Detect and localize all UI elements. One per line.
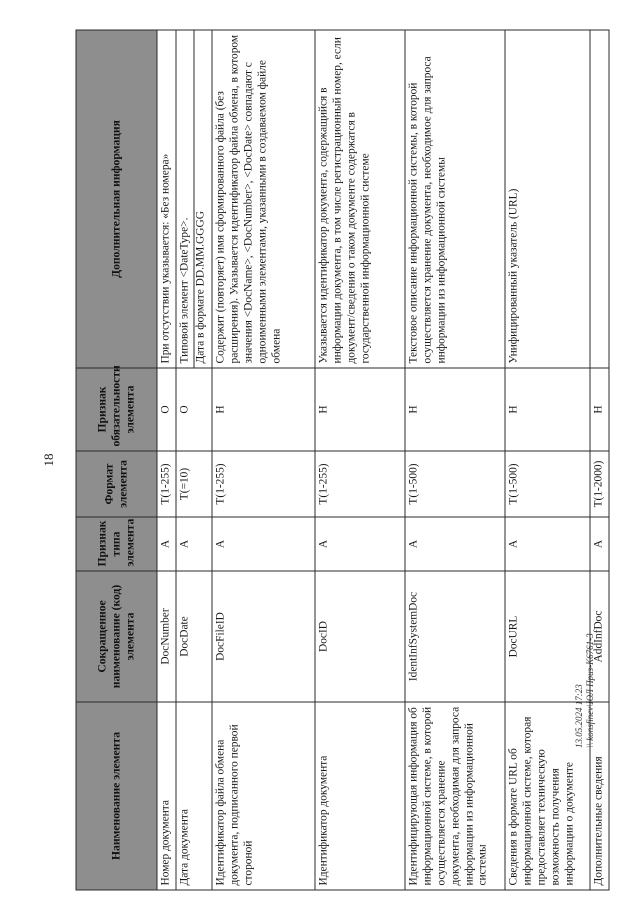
cell-name: Идентифицирующая информация об информационной системе, в которой осуществляется хранение документа, необходимая для запроса информации из информационной системы: [405, 702, 505, 890]
cell-format: T(1-255): [212, 451, 315, 517]
stamp-path: \\ konsfinev\ЮЛ Приз-К6761-3: [584, 633, 595, 748]
header-element-name: Наименование элемента: [76, 702, 157, 890]
spec-table-container: [76, 30, 605, 890]
cell-code: DocID: [315, 571, 405, 702]
cell-required: O: [157, 368, 176, 451]
table-row: [505, 30, 590, 890]
cell-info: [176, 30, 212, 368]
cell-type: A: [590, 517, 609, 571]
cell-info: Унифицированный указатель (URL): [505, 30, 590, 368]
cell-type: A: [405, 517, 505, 571]
cell-type: A: [157, 517, 176, 571]
table-row: [590, 30, 609, 890]
cell-required: H: [212, 368, 315, 451]
header-additional-info: Дополнительная информация: [76, 30, 157, 368]
cell-format: T(1-255): [157, 451, 176, 517]
cell-code: IdentInfSystemDoc: [405, 571, 505, 702]
cell-required: H: [315, 368, 405, 451]
table-row: [212, 30, 315, 890]
cell-required: H: [505, 368, 590, 451]
cell-info: Указывается идентификатор документа, содержащийся в информации документа, в том числе регистрационный номер, если документ/сведения о таком документе содержатся в государственной информационной системе: [315, 30, 405, 368]
table-header-row: [76, 30, 157, 890]
header-element-type: Признак типа элемента: [76, 517, 157, 571]
cell-format: T(1-500): [405, 451, 505, 517]
registration-stamp: [574, 598, 604, 748]
cell-format: T(1-2000): [590, 451, 609, 517]
header-element-required: Признак обязательности элемента: [76, 368, 157, 451]
element-spec-table: [76, 29, 610, 890]
cell-code: DocURL: [505, 571, 590, 702]
cell-name: Номер документа: [157, 702, 176, 890]
cell-name: Дата документа: [176, 702, 212, 890]
stamp-timestamp: 13.05.2024 17:23: [574, 684, 584, 748]
cell-type: A: [315, 517, 405, 571]
cell-info: Содержит (повторяет) имя сформированного файла (без расширения). Указывается идентификатор файла обмена, в котором значения <DocName>, <DocNumber>, <DocDate> совпадают с одноименными элементами, указанными в создаваемом файле обмена: [212, 30, 315, 368]
page-number: 18: [41, 453, 56, 467]
cell-code: AddInfDoc: [590, 571, 609, 702]
cell-format: T(=10): [176, 451, 212, 517]
cell-required: H: [405, 368, 505, 451]
header-element-format: Формат элемента: [76, 451, 157, 517]
cell-info: При отсутствии указывается: «Без номера»: [157, 30, 176, 368]
cell-name: Идентификатор файла обмена документа, подписанного первой стороной: [212, 702, 315, 890]
cell-info: [590, 30, 609, 368]
cell-info-date-format: Дата в формате DD.MM.GGGG: [193, 30, 208, 367]
cell-required: O: [176, 368, 212, 451]
table-row: [315, 30, 405, 890]
table-row: [405, 30, 505, 890]
table-row: [157, 30, 176, 890]
cell-code: DocFileID: [212, 571, 315, 702]
cell-type: A: [505, 517, 590, 571]
cell-code: DocNumber: [157, 571, 176, 702]
cell-required: H: [590, 368, 609, 451]
cell-code: DocDate: [176, 571, 212, 702]
table-row: [176, 30, 212, 890]
header-element-code: Сокращенное наименование (код) элемента: [76, 571, 157, 702]
cell-format: T(1-255): [315, 451, 405, 517]
cell-info: Текстовое описание информационной системы, в которой осуществляется хранение документа, необходимое для запроса информации из информационной системы: [405, 30, 505, 368]
cell-format: T(1-500): [505, 451, 590, 517]
cell-type: A: [212, 517, 315, 571]
cell-name: Дополнительные сведения: [590, 702, 609, 890]
cell-name: Сведения в формате URL об информационной системе, которая предоставляет техническую возможность получения информации о документе: [505, 702, 590, 890]
cell-name: Идентификатор документа: [315, 702, 405, 890]
cell-info-line: Типовой элемент <DateType>.: [178, 217, 191, 363]
cell-type: A: [176, 517, 212, 571]
